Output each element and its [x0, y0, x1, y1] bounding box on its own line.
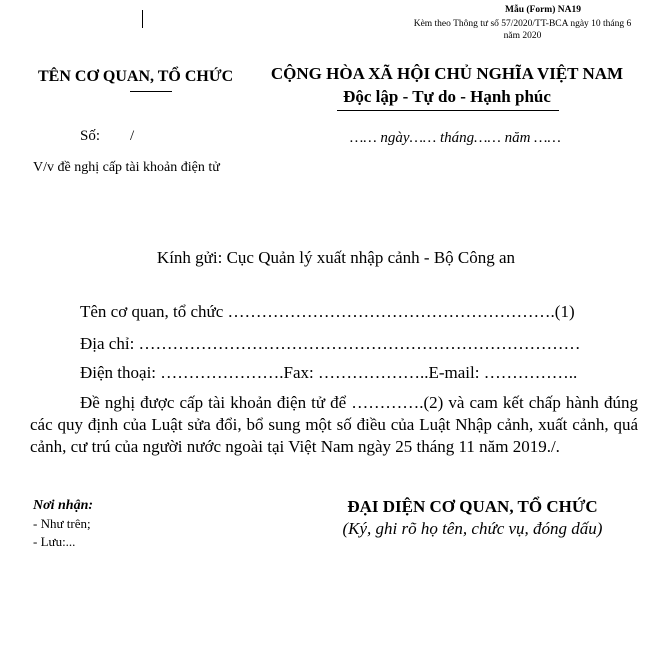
field-contact: Điện thoại: ………………….Fax: ………………..E-mail: …………….. [80, 363, 578, 382]
organization-name: TÊN CƠ QUAN, TỔ CHỨC [38, 68, 234, 85]
document-number: Số: / [80, 128, 135, 144]
form-code: Mẫu (Form) NA19 [505, 5, 581, 15]
text-cursor [142, 10, 143, 28]
organization-underline [130, 91, 172, 92]
recipient-item: - Như trên; [33, 516, 91, 531]
field-address: Địa chỉ: …………………………………………………………………… [80, 334, 581, 353]
form-reference: Kèm theo Thông tư số 57/2020/TT-BCA ngày 10 tháng 6 năm 2020 [413, 19, 632, 41]
recipient-item: - Lưu:... [33, 534, 76, 549]
national-motto: Độc lập - Tự do - Hạnh phúc [343, 87, 551, 106]
document-subject: V/v đề nghị cấp tài khoản điện tử [33, 160, 220, 175]
representative-title: ĐẠI DIỆN CƠ QUAN, TỔ CHỨC [347, 497, 598, 516]
field-organization-name: Tên cơ quan, tổ chức ………………………………………………….(1) [80, 302, 575, 321]
greeting: Kính gửi: Cục Quản lý xuất nhập cảnh - Bộ Công an [156, 248, 516, 267]
country-name: CỘNG HÒA XÃ HỘI CHỦ NGHĨA VIỆT NAM [270, 64, 624, 83]
representative-note: (Ký, ghi rõ họ tên, chức vụ, đóng dấu) [342, 519, 603, 538]
request-paragraph: Đề nghị được cấp tài khoản điện tử để ………….(2) và cam kết chấp hành đúng các quy định của Luật sửa đổi, bổ sung một số điều của Luật Nhập cảnh, xuất cảnh, quá cảnh, cư trú của người nước ngoài tại Việt Nam ngày 25 tháng 11 năm 2019./. [30, 393, 638, 456]
recipients-title: Nơi nhận: [33, 498, 94, 513]
date-line: …… ngày…… tháng…… năm …… [350, 130, 561, 146]
motto-underline [337, 110, 559, 111]
